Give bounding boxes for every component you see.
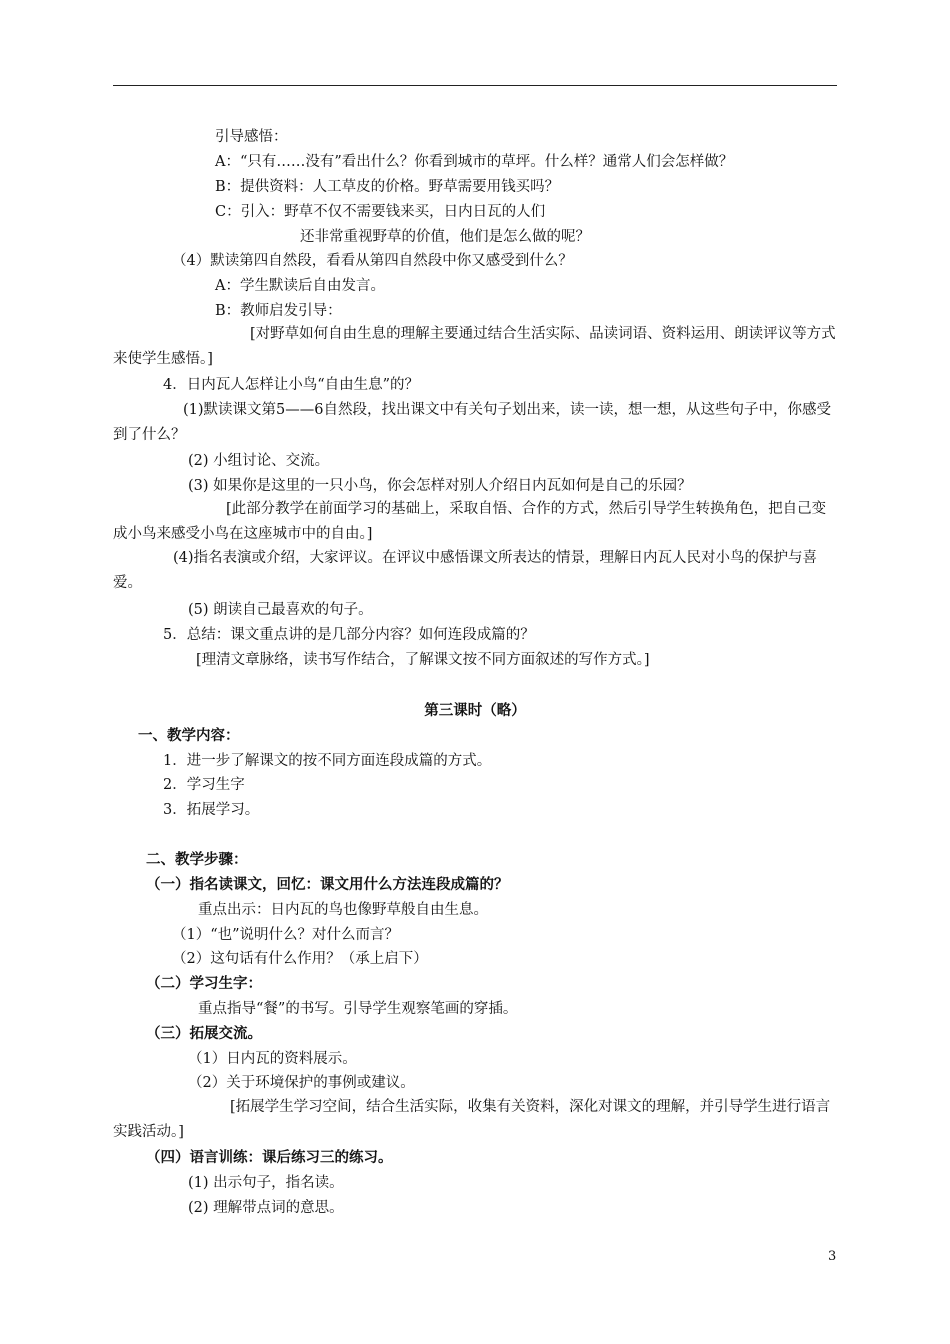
text-line: (2) 理解带点词的意思。 xyxy=(188,1200,344,1216)
text-line: (2) 小组讨论、交流。 xyxy=(188,453,330,469)
text-line: 1．进一步了解课文的按不同方面连段成篇的方式。 xyxy=(163,753,492,769)
header-rule xyxy=(113,85,837,86)
text-line: C：引入：野草不仅不需要钱来买，日内日瓦的人们 xyxy=(215,204,546,220)
text-line: （1）日内瓦的资料展示。 xyxy=(188,1051,357,1067)
text-line: 重点出示：日内瓦的鸟也像野草般自由生息。 xyxy=(198,902,488,918)
text-line: （2）这句话有什么作用？（承上启下） xyxy=(172,951,428,967)
text-line: 3．拓展学习。 xyxy=(163,802,260,818)
text-paragraph: (4)指名表演或介绍，大家评议。在评议中感悟课文所表达的情景，理解日内瓦人民对小鸟的保护与喜爱。 xyxy=(113,550,818,591)
section-heading: 一、教学内容： xyxy=(138,727,240,744)
text-line: B：提供资料：人工草皮的价格。野草需要用钱买吗？ xyxy=(215,179,560,195)
sub-heading: （一）指名读课文，回忆：课文用什么方法连段成篇的？ xyxy=(146,876,509,893)
text-line: A：学生默读后自由发言。 xyxy=(215,278,385,294)
text-paragraph: (1)默读课文第5——6自然段，找出课文中有关句子划出来，读一读，想一想，从这些句子中，你感受到了什么？ xyxy=(113,402,831,443)
text-line: 重点指导“餐”的书写。引导学生观察笔画的穿插。 xyxy=(198,1001,518,1017)
text-line: 4．日内瓦人怎样让小鸟“自由生息”的？ xyxy=(163,377,420,393)
text-paragraph: [拓展学生学习空间，结合生活实际，收集有关资料，深化对课文的理解，并引导学生进行语言实践活动。] xyxy=(113,1099,831,1140)
sub-heading: （二）学习生字： xyxy=(146,975,262,992)
text-line: 还非常重视野草的价值，他们是怎么做的呢？ xyxy=(300,229,590,245)
sub-heading: （四）语言训练：课后练习三的练习。 xyxy=(146,1149,393,1166)
text-line: (3) 如果你是这里的一只小鸟，你会怎样对别人介绍日内瓦如何是自己的乐园？ xyxy=(188,478,692,494)
text-line: A：“只有……没有”看出什么？你看到城市的草坪。什么样？通常人们会怎样做？ xyxy=(215,154,734,170)
text-line: (1) 出示句子，指名读。 xyxy=(188,1175,344,1191)
text-line: 引导感悟： xyxy=(215,129,288,145)
sub-heading: （三）拓展交流。 xyxy=(146,1025,262,1042)
text-line: 5．总结：课文重点讲的是几部分内容？如何连段成篇的？ xyxy=(163,627,535,643)
text-line: 2．学习生字 xyxy=(163,777,245,793)
section-heading: 二、教学步骤： xyxy=(146,851,248,868)
page-number: 3 xyxy=(828,1249,837,1264)
text-line: （1）“也”说明什么？对什么而言？ xyxy=(172,927,400,943)
text-paragraph: [此部分教学在前面学习的基础上，采取自悟、合作的方式，然后引导学生转换角色，把自己变成小鸟来感受小鸟在这座城市中的自由。] xyxy=(113,501,827,542)
text-paragraph: [对野草如何自由生息的理解主要通过结合生活实际、品读词语、资料运用、朗读评议等方式来使学生感悟。] xyxy=(113,326,836,367)
text-line: （2）关于环境保护的事例或建议。 xyxy=(188,1075,415,1091)
text-line: B：教师启发引导： xyxy=(215,303,342,319)
text-line: (5) 朗读自己最喜欢的句子。 xyxy=(188,602,373,618)
text-line: （4）默读第四自然段，看看从第四自然段中你又感受到什么？ xyxy=(172,253,573,269)
section-title: 第三课时（略） xyxy=(424,702,526,719)
text-line: [理清文章脉络，读书写作结合，了解课文按不同方面叙述的写作方式。] xyxy=(196,652,650,668)
